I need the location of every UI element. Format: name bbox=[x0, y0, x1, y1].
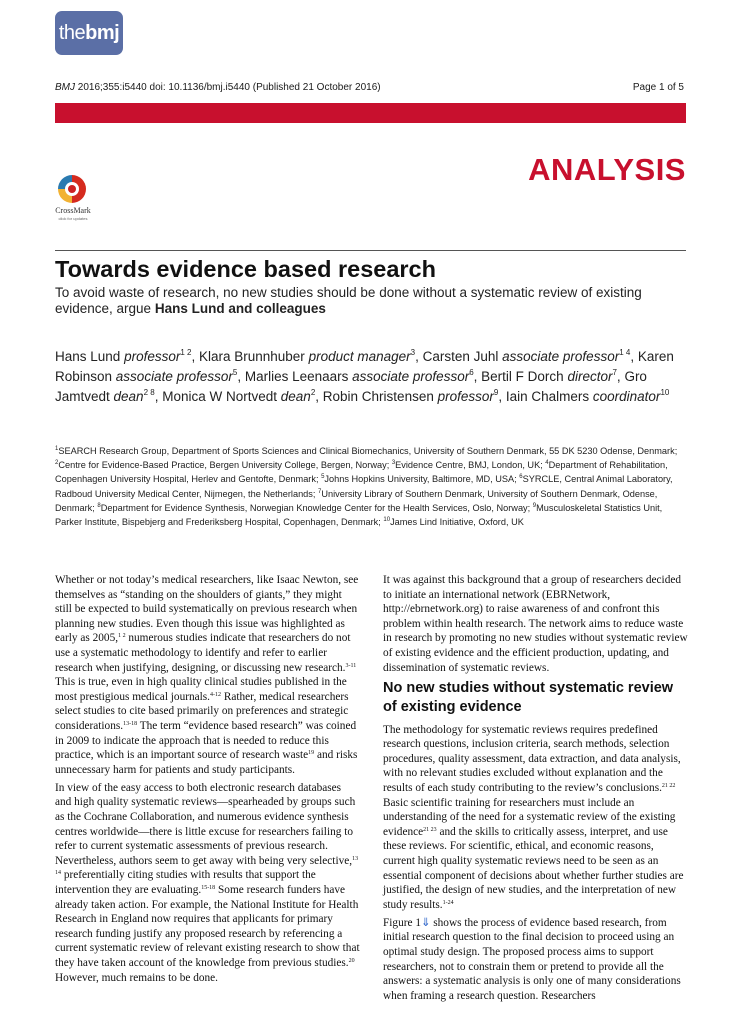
affiliation-text: Evidence Centre, BMJ, London, UK; bbox=[395, 460, 546, 471]
text-run: Rather, medical researchers select studies to cite based primarily on preferences and strategic considerations. bbox=[55, 690, 349, 732]
author-separator: , bbox=[154, 389, 163, 404]
author-role: professor bbox=[437, 389, 494, 404]
author bbox=[423, 349, 638, 364]
affiliation bbox=[383, 517, 523, 527]
logo-text-the: the bbox=[58, 21, 86, 44]
author-name: Robin Christensen bbox=[322, 389, 438, 404]
author-name: Carsten Juhl bbox=[422, 349, 503, 364]
citation-ref[interactable]: 4-12 bbox=[210, 691, 221, 698]
author bbox=[55, 349, 199, 364]
author-role: dean bbox=[280, 389, 311, 404]
author-role: dean bbox=[113, 389, 144, 404]
author-affiliation-ref: 6 bbox=[469, 368, 474, 377]
author-affiliation-ref: 5 bbox=[232, 368, 238, 377]
citation-line bbox=[55, 82, 381, 93]
body-column-left bbox=[55, 573, 360, 989]
paragraph bbox=[55, 573, 360, 777]
author-role: product manager bbox=[308, 349, 411, 364]
affiliation-number: 6 bbox=[519, 474, 523, 481]
affiliation-number: 10 bbox=[383, 517, 391, 524]
author-role: associate professor bbox=[352, 369, 470, 384]
author-name: Hans Lund bbox=[55, 349, 125, 364]
author bbox=[162, 389, 323, 404]
author-role: director bbox=[567, 369, 613, 384]
citation-ref[interactable]: 3-11 bbox=[345, 662, 357, 669]
author-list bbox=[55, 347, 695, 407]
citation-ref[interactable]: 20 bbox=[348, 957, 355, 964]
bmj-logo[interactable] bbox=[55, 11, 123, 55]
citation-ref[interactable]: 15-18 bbox=[201, 884, 216, 891]
text-run: Whether or not today’s medical researchers, like Isaac Newton, see themselves as “standing on the shoulders of giants,” they might still be expected to build systematically on previous research when planning new studies. Even though this issue was highlighted as early as 2005, bbox=[55, 574, 359, 645]
text-run: It was against this background that a group of researchers decided to initiate an international network (EBRNetwork, http://ebrnetwork.org) to raise awareness of and confront this problem within health research. The network aims to reduce waste in research by promoting no new studies without systematic review of existing evidence and the efficient production, updating, and dissemination of systematic reviews. bbox=[383, 574, 688, 674]
text-run: The term “evidence based research” was coined in 2009 to indicate the approach that is needed to reduce this practice, which is an important source of research waste bbox=[55, 719, 357, 762]
citation-ref[interactable]: 1-24 bbox=[442, 899, 454, 906]
author-name: Iain Chalmers bbox=[505, 389, 593, 404]
citation-ref[interactable]: 19 bbox=[308, 750, 315, 757]
crossmark-badge[interactable] bbox=[56, 175, 90, 225]
author-name: Gro Jamtvedt bbox=[55, 369, 647, 404]
citation-details: 2016;355:i5440 doi: 10.1136/bmj.i5440 (Published 21 October 2016) bbox=[75, 82, 381, 93]
header-red-bar bbox=[55, 103, 686, 123]
author-separator: , bbox=[630, 349, 638, 364]
author-role: associate professor bbox=[502, 349, 620, 364]
logo-text-bmj: bmj bbox=[85, 21, 120, 44]
affiliations bbox=[55, 444, 690, 529]
author bbox=[199, 349, 423, 364]
author-separator: , bbox=[237, 369, 245, 384]
affiliation-text: SYRCLE, Central Animal Laboratory, Radboud University Medical Center, Nijmegen, the Netherlands; bbox=[55, 474, 673, 499]
affiliation-number: 9 bbox=[532, 502, 537, 509]
citation-ref[interactable]: 21 23 bbox=[423, 826, 437, 833]
standfirst bbox=[55, 285, 695, 317]
author-affiliation-ref: 1 4 bbox=[619, 348, 631, 357]
article-title: Towards evidence based research bbox=[55, 256, 436, 282]
author-name: Klara Brunnhuber bbox=[198, 349, 309, 364]
author-affiliation-ref: 9 bbox=[493, 388, 499, 397]
author-separator: , bbox=[473, 369, 482, 384]
text-run: Basic scientific training for researchers must include an understanding of the need for a systematic review of the existing evidence bbox=[383, 796, 676, 838]
text-run: shows the process of evidence based research, from initial research question to the final decision to proceed using an optimal study design. The proposed process aims to support researchers, not to constrain them or pretend to provide all the answers: a systematic analysis is only one of many considerations when framing a research question. Researchers bbox=[383, 916, 681, 1002]
affiliation-number: 3 bbox=[391, 460, 396, 467]
author-separator: , bbox=[498, 389, 506, 404]
citation-ref[interactable]: 1 2 bbox=[118, 633, 126, 640]
standfirst-authors: Hans Lund and colleagues bbox=[154, 301, 326, 316]
affiliation bbox=[392, 460, 545, 470]
author-role: coordinator bbox=[592, 389, 661, 404]
author-role: associate professor bbox=[115, 369, 233, 384]
affiliation-text: University Library of Southern Denmark, University of Southern Denmark, Odense, Denmark; bbox=[55, 488, 658, 513]
affiliation bbox=[97, 503, 532, 513]
text-run: The methodology for systematic reviews requires predefined research questions, inclusion criteria, search methods, selection procedures, quality assessment, data extraction, and data analysis, with no relevant studies excluded without explanation and the results of each study contributing to the review’s conclusions. bbox=[383, 723, 681, 795]
author-affiliation-ref: 10 bbox=[660, 388, 670, 397]
author-affiliation-ref: 7 bbox=[612, 368, 617, 377]
author-name: Monica W Nortvedt bbox=[162, 389, 281, 404]
affiliation-number: 7 bbox=[318, 488, 322, 495]
author bbox=[481, 369, 624, 384]
author-name: Marlies Leenaars bbox=[244, 369, 353, 384]
paragraph bbox=[383, 916, 688, 1004]
affiliation-text: Department of Rehabilitation, Copenhagen University Hospital, Herlev and Gentofte, Denmark; bbox=[55, 460, 668, 485]
author-affiliation-ref: 2 bbox=[310, 388, 316, 397]
author-role: professor bbox=[124, 349, 181, 364]
paragraph bbox=[383, 723, 688, 913]
text-run: preferentially citing studies with results that support the intervention they are evaluating. bbox=[55, 869, 316, 896]
text-run: Figure 1 bbox=[383, 916, 421, 929]
citation-ref[interactable]: 13-18 bbox=[123, 720, 138, 727]
paragraph bbox=[55, 781, 360, 985]
text-run: Some research funders have already taken action. For example, the National Institute for Health Research in England now requires that applicants for primary research funding justify any proposed research by referencing a current systematic review of relevant existing research to show that they have taken account of the knowledge from previous studies. bbox=[55, 883, 360, 969]
affiliation-number: 4 bbox=[545, 460, 549, 467]
affiliation-text: Department for Evidence Synthesis, Norwegian Knowledge Center for the Health Services, Oslo, Norway; bbox=[100, 502, 533, 513]
divider bbox=[55, 250, 686, 251]
affiliation-text: Centre for Evidence-Based Practice, Bergen University College, Bergen, Norway; bbox=[58, 460, 392, 471]
affiliation bbox=[55, 460, 392, 470]
author-name: Bertil F Dorch bbox=[481, 369, 568, 384]
affiliation bbox=[55, 446, 677, 456]
affiliation-number: 2 bbox=[55, 460, 59, 467]
affiliation bbox=[321, 474, 519, 484]
section-heading: No new studies without systematic review of existing evidence bbox=[383, 679, 674, 715]
text-run: and the skills to critically assess, interpret, and use these reviews. For scientific, ethical, and economic reasons, current high quality systematic reviews need to be seen as an essential component of decisions about whether further studies are justified, the design of new studies, and the interpretation of new study results. bbox=[383, 825, 684, 911]
section-label: ANALYSIS bbox=[528, 152, 686, 187]
citation-journal: BMJ bbox=[55, 82, 75, 93]
author-name: Karen Robinson bbox=[55, 349, 674, 384]
author-separator: , bbox=[415, 349, 423, 364]
author bbox=[323, 389, 506, 404]
page-number: Page 1 of 5 bbox=[632, 82, 684, 93]
text-run: and risks unnecessary harm for patients and study participants. bbox=[55, 749, 358, 776]
author bbox=[245, 369, 481, 384]
author-affiliation-ref: 1 2 bbox=[180, 348, 192, 357]
text-run: This is true, even in high quality clinical studies published in the most prestigious medical journals. bbox=[55, 676, 347, 703]
text-run: In view of the easy access to both electronic research databases and high quality systematic reviews—spearheaded by groups such as the Cochrane Collaboration, and numerous evidence synthesis centres worldwide—there is little excuse for researchers failing to refer to current systematic assessments of previous research. Nevertheless, authors seem to get away with being very selective, bbox=[55, 781, 356, 867]
text-run: numerous studies indicate that researchers do not use a systematic methodology to identify and refer to earlier research when justifying, designing, or discussing new research. bbox=[55, 632, 351, 674]
standfirst-text: To avoid waste of research, no new studies should be done without a systematic review of existing evidence, argue bbox=[55, 285, 642, 316]
affiliation-number: 5 bbox=[321, 474, 325, 481]
author-separator: , bbox=[315, 389, 323, 404]
affiliation-text: Musculoskeletal Statistics Unit, Parker Institute, Bispebjerg and Frederiksberg Hospital, Copenhagen, Denmark; bbox=[55, 502, 663, 528]
author bbox=[506, 389, 670, 404]
affiliation-text: James Lind Initiative, Oxford, UK bbox=[390, 517, 524, 528]
author-separator: , bbox=[616, 369, 625, 384]
affiliation-text: SEARCH Research Group, Department of Sports Sciences and Clinical Biomechanics, University of Southern Denmark, 55 DK 5230 Odense, Denmark; bbox=[58, 446, 678, 456]
author-affiliation-ref: 2 8 bbox=[143, 388, 155, 397]
affiliation-text: Johns Hopkins University, Baltimore, MD, USA; bbox=[324, 474, 520, 485]
body-column-right bbox=[383, 573, 688, 1007]
affiliation-number: 1 bbox=[55, 446, 59, 452]
citation-ref[interactable]: 13 14 bbox=[55, 855, 359, 877]
crossmark-sub: click for updates bbox=[58, 216, 88, 221]
affiliation-number: 8 bbox=[97, 502, 101, 509]
figure-link-icon[interactable]: ⇓ bbox=[420, 916, 431, 929]
author-affiliation-ref: 3 bbox=[410, 348, 416, 357]
author-separator: , bbox=[191, 349, 199, 364]
paragraph bbox=[383, 573, 688, 675]
citation-ref[interactable]: 21 22 bbox=[661, 783, 676, 790]
crossmark-label: CrossMark bbox=[55, 206, 91, 215]
text-run: However, much remains to be done. bbox=[55, 971, 218, 984]
